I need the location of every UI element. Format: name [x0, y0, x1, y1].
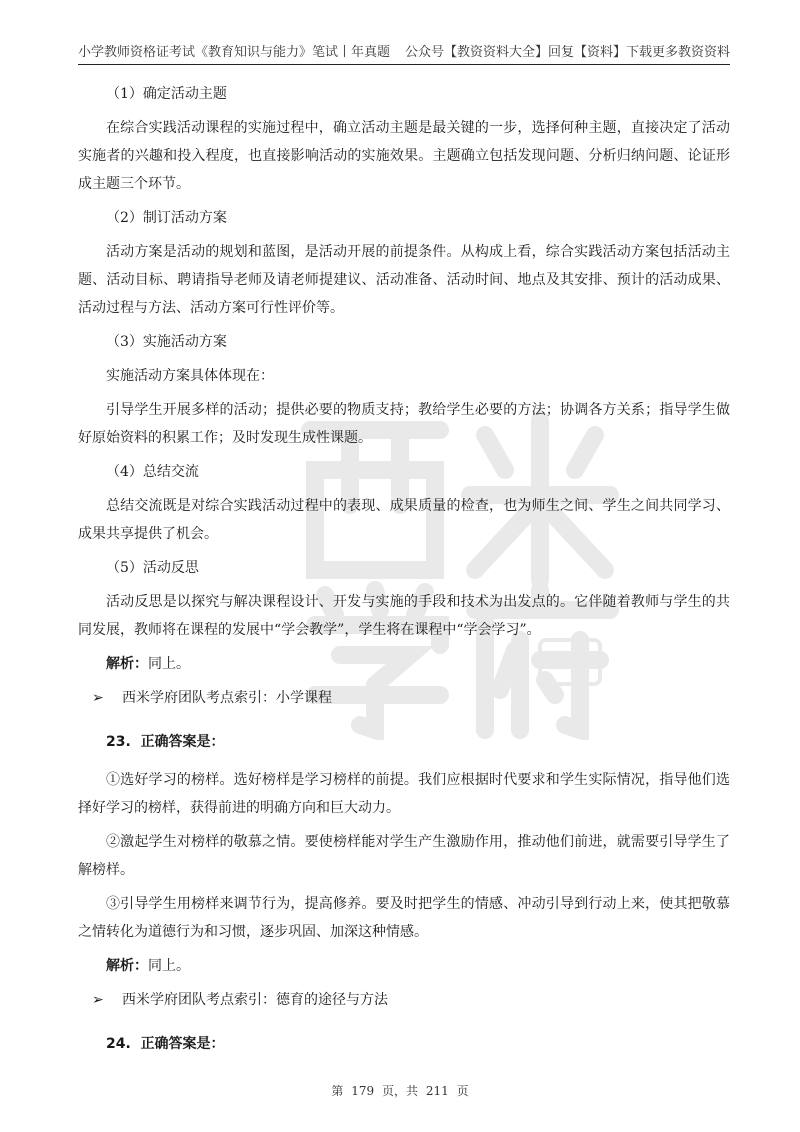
- index-bullet-2: [78, 986, 730, 1014]
- index-bullet-1: [78, 684, 730, 712]
- section-body-3: 引导学生开展多样的活动；提供必要的物质支持；教给学生必要的方法；协调各方关系；指导学生做好原始资料的积累工作；及时发现生成性课题。: [78, 402, 730, 446]
- question-number: 24.: [106, 1036, 131, 1052]
- q23-point-2: ②激起学生对榜样的敬慕之情。要使榜样能对学生产生激励作用，推动他们前进，就需要引导学生了解榜样。: [78, 834, 730, 878]
- section-title-5: （5）活动反思: [106, 560, 199, 576]
- q23-point-3: ③引导学生用榜样来调节行为，提高修养。要及时把学生的情感、冲动引导到行动上来，使其把敬慕之情转化为道德行为和习惯，逐步巩固、加深这种情感。: [78, 896, 730, 940]
- analysis-label: 解析：: [106, 958, 148, 974]
- analysis-text: 同上。: [148, 656, 190, 672]
- section-body-2: 活动方案是活动的规划和蓝图，是活动开展的前提条件。从构成上看，综合实践活动方案包括活动主题、活动目标、聘请指导老师及请老师提建议、活动准备、活动时间、地点及其安排、预计的活动成果、活动过程与方法、活动方案可行性评价等。: [78, 244, 730, 316]
- question-24-heading: [78, 1030, 730, 1058]
- section-title-4: （4）总结交流: [106, 464, 199, 480]
- page-header: [78, 38, 730, 60]
- section-body-1: 在综合实践活动课程的实施过程中，确立活动主题是最关键的一步，选择何种主题，直接决定了活动实施者的兴趣和投入程度，也直接影响活动的实施效果。主题确立包括发现问题、分析归纳问题、论证形成主题三个环节。: [78, 120, 730, 192]
- index-text: 西米学府团队考点索引：德育的途径与方法: [122, 992, 388, 1008]
- document-body: [78, 80, 730, 1058]
- section-title-1: （1）确定活动主题: [106, 86, 227, 102]
- arrow-bullet-icon: ➢: [92, 992, 104, 1008]
- page-end: 页: [456, 1084, 469, 1098]
- q23-point-1: ①选好学习的榜样。选好榜样是学习榜样的前提。我们应根据时代要求和学生实际情况，指导他们选择好学习的榜样，获得前进的明确方向和巨大动力。: [78, 772, 730, 816]
- question-23-heading: [78, 728, 730, 756]
- header-promo: 公众号【教资资料大全】回复【资料】下载更多教资资料: [404, 45, 730, 60]
- answer-label: 正确答案是：: [140, 1036, 225, 1052]
- page-current: 179: [351, 1084, 375, 1098]
- header-title: 小学教师资格证考试《教育知识与能力》笔试丨年真题: [78, 45, 391, 60]
- analysis-label: 解析：: [106, 656, 148, 672]
- question-number: 23.: [106, 734, 131, 750]
- analysis-text: 同上。: [148, 958, 190, 974]
- page-footer: [0, 1082, 800, 1099]
- section-title-2: （2）制订活动方案: [106, 210, 227, 226]
- section-body-5: 活动反思是以探究与解决课程设计、开发与实施的手段和技术为出发点的。它伴随着教师与学生的共同发展，教师将在课程的发展中“学会教学”，学生将在课程中“学会学习”。: [78, 594, 730, 638]
- page-mid: 页，共: [381, 1084, 418, 1098]
- section-lead-3: 实施活动方案具体体现在：: [106, 368, 274, 384]
- page-total: 211: [425, 1084, 449, 1098]
- analysis-2: [78, 952, 730, 980]
- page-label: 第: [331, 1084, 344, 1098]
- section-title-3: （3）实施活动方案: [106, 334, 227, 350]
- header-divider: [78, 64, 730, 65]
- section-body-4: 总结交流既是对综合实践活动过程中的表现、成果质量的检查，也为师生之间、学生之间共同学习、成果共享提供了机会。: [78, 498, 730, 542]
- analysis-1: [78, 650, 730, 678]
- index-text: 西米学府团队考点索引：小学课程: [122, 690, 332, 706]
- arrow-bullet-icon: ➢: [92, 690, 104, 706]
- answer-label: 正确答案是：: [140, 734, 225, 750]
